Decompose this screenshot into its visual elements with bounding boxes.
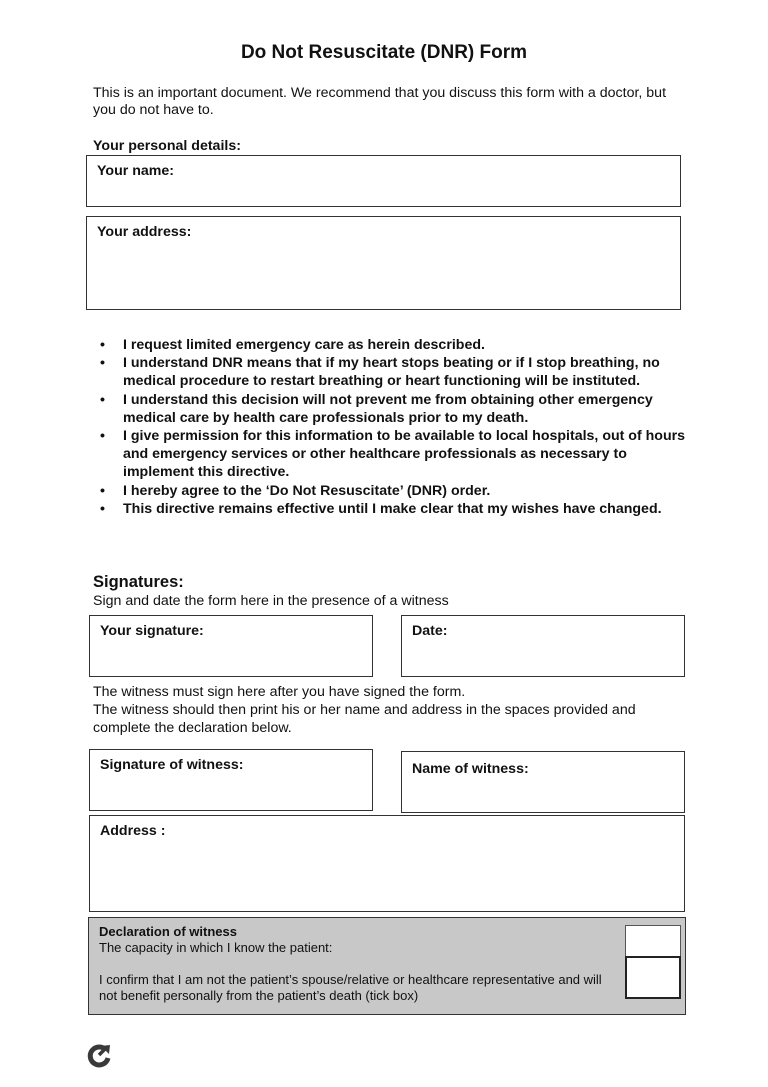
your-signature-label: Your signature: (100, 623, 204, 639)
declaration-title: Declaration of witness (99, 924, 237, 939)
witness-signature-field[interactable] (89, 749, 373, 811)
intro-text: This is an important document. We recommend that you discuss this form with a doctor, but you do not have to. (93, 85, 667, 118)
address-field-label: Your address: (97, 224, 192, 240)
list-item: • I understand DNR means that if my heart stops beating or if I stop breathing, no medical procedure to restart breathing or heart functioning will be instituted. (100, 355, 660, 390)
declaration-of-witness (88, 917, 686, 1015)
bullet-icon: • (100, 337, 105, 353)
witness-address-field[interactable] (89, 815, 685, 912)
witness-signature-label: Signature of witness: (100, 757, 244, 773)
name-field-label: Your name: (97, 163, 174, 179)
witness-name-label: Name of witness: (412, 761, 529, 777)
witness-instructions: The witness must sign here after you have signed the form. The witness should then print his or her name and address in the spaces provided and complete the declaration below. (93, 684, 636, 736)
bullet-icon: • (100, 428, 105, 445)
witness-address-label: Address : (100, 823, 166, 839)
list-item: • I hereby agree to the ‘Do Not Resuscitate’ (DNR) order. (100, 482, 491, 499)
your-signature-field[interactable] (89, 615, 373, 677)
declaration-text: The capacity in which I know the patient: I confirm that I am not the patient’s spouse/relative or healthcare representative and will not benefit personally from the patient’s death (tick box) (99, 940, 602, 1003)
list-item: • This directive remains effective until I make clear that my wishes have changed. (100, 500, 662, 517)
bullet-icon: • (100, 355, 105, 372)
date-field[interactable] (401, 615, 685, 677)
list-item: • I give permission for this information to be available to local hospitals, out of hours and emergency services or other healthcare professionals as necessary to implement this directive. (100, 428, 686, 481)
address-field[interactable] (86, 216, 681, 310)
list-item: • I understand this decision will not prevent me from obtaining other emergency medical care by health care professionals prior to my death. (100, 391, 653, 426)
name-field[interactable] (86, 155, 681, 207)
statement-list (97, 336, 687, 518)
signatures-subheading: Sign and date the form here in the presence of a witness (93, 593, 449, 609)
witness-name-field[interactable] (401, 751, 685, 813)
bullet-icon: • (100, 482, 105, 499)
confirm-tick-box[interactable] (625, 956, 681, 999)
signatures-heading: Signatures: (93, 573, 184, 591)
list-item: • I request limited emergency care as herein described. (100, 337, 485, 353)
bullet-icon: • (100, 391, 105, 408)
personal-details-label: Your personal details: (93, 138, 241, 154)
capacity-input-box[interactable] (625, 925, 681, 957)
page-title: Do Not Resuscitate (DNR) Form (240, 42, 528, 63)
bullet-icon: • (100, 500, 105, 517)
date-label: Date: (412, 623, 448, 639)
refresh-arrow-logo-icon (86, 1042, 114, 1070)
